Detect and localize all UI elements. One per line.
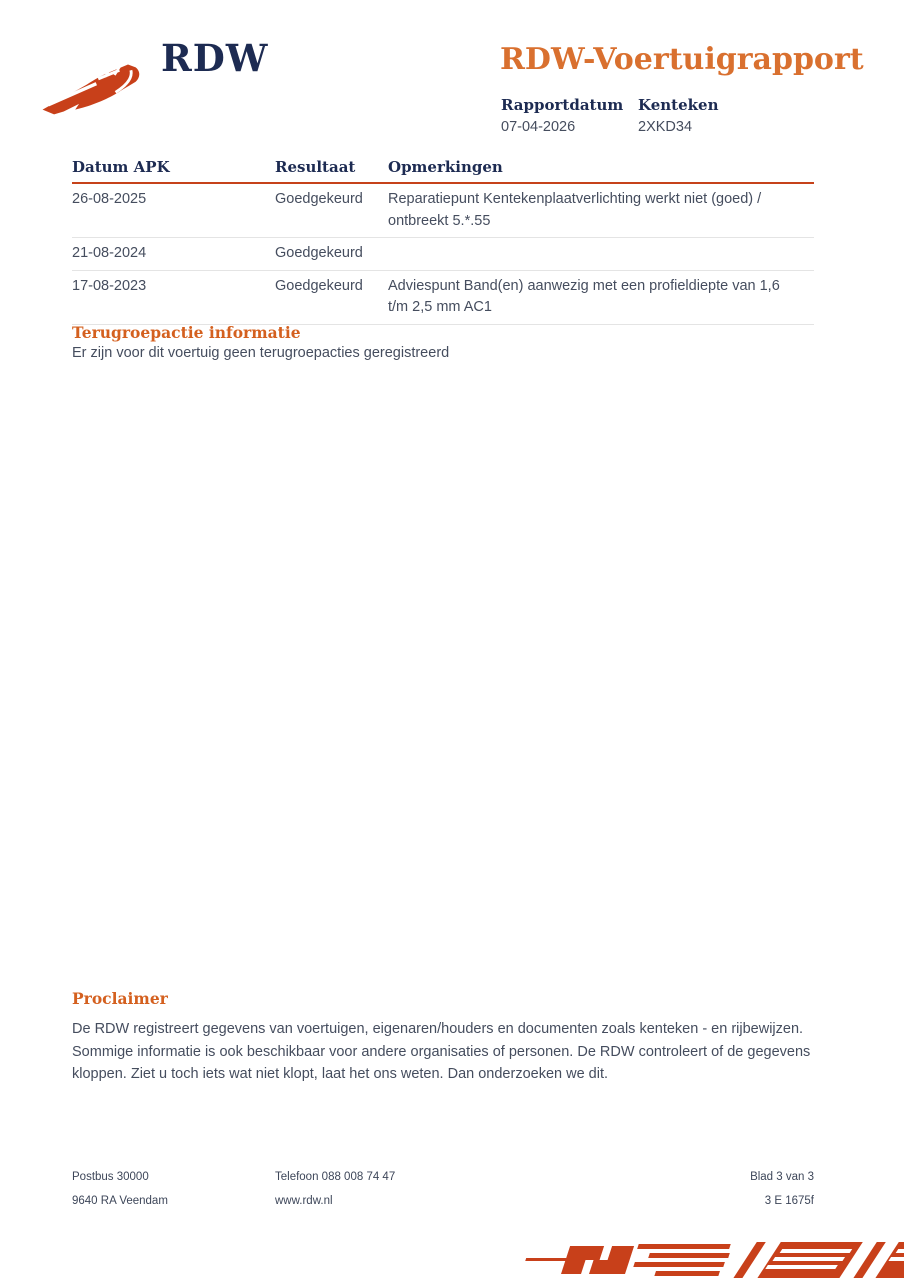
report-date-label: Rapportdatum (501, 96, 624, 114)
table-row (72, 238, 814, 271)
column-header-resultaat: Resultaat (275, 158, 388, 183)
cell-resultaat: Goedgekeurd (275, 183, 388, 238)
rdw-feather-logo-icon (36, 52, 148, 124)
cell-resultaat: Goedgekeurd (275, 238, 388, 271)
table-row (72, 270, 814, 324)
column-header-opmerkingen: Opmerkingen (388, 158, 814, 183)
recall-section-text: Er zijn voor dit voertuig geen terugroepacties geregistreerd (72, 345, 450, 361)
footer-address (72, 1171, 168, 1207)
footer-contact (275, 1171, 395, 1207)
proclaimer-section-text: De RDW registreert gegevens van voertuigen, eigenaren/houders en documenten zoals kenteken - en rijbewijzen. Sommige informatie is ook beschikbaar voor andere organisaties of personen. De RDW controleert of de gegevens kloppen. Ziet u toch iets wat niet klopt, laat het ons weten. Dan onderzoeken we dit. (72, 1021, 811, 1082)
cell-resultaat: Goedgekeurd (275, 270, 388, 324)
footer-pagination (750, 1171, 814, 1207)
license-plate-label: Kenteken (638, 96, 719, 114)
footer-postbus: Postbus 30000 (72, 1171, 149, 1183)
page-title: RDW-Voertuigrapport (500, 42, 864, 77)
table-row (72, 183, 814, 238)
proclaimer-section-heading: Proclaimer (72, 989, 168, 1008)
recall-section-heading: Terugroepactie informatie (72, 323, 301, 342)
license-plate-value: 2XKD34 (638, 119, 693, 135)
rdw-stripes-graphic-icon (520, 1234, 904, 1280)
footer-page-number: Blad 3 van 3 (750, 1171, 814, 1183)
cell-opmerkingen: Reparatiepunt Kentekenplaatverlichting werkt niet (goed) / ontbreekt 5.*.55 (388, 183, 814, 238)
cell-opmerkingen: Adviespunt Band(en) aanwezig met een profieldiepte van 1,6 t/m 2,5 mm AC1 (388, 270, 814, 324)
report-date (501, 96, 623, 135)
footer-city: 9640 RA Veendam (72, 1195, 168, 1207)
license-plate (638, 96, 718, 135)
apk-history-table (72, 158, 814, 325)
footer-phone: Telefoon 088 008 74 47 (275, 1171, 396, 1183)
table-header-row (72, 158, 814, 183)
cell-datum: 26-08-2025 (72, 183, 275, 238)
report-date-value: 07-04-2026 (501, 119, 576, 135)
column-header-datum-apk: Datum APK (72, 158, 275, 183)
rdw-logotype: RDW (161, 36, 269, 80)
cell-opmerkingen (388, 238, 814, 271)
cell-datum: 17-08-2023 (72, 270, 275, 324)
footer-website: www.rdw.nl (275, 1195, 333, 1207)
cell-datum: 21-08-2024 (72, 238, 275, 271)
footer-doc-code: 3 E 1675f (764, 1195, 814, 1207)
